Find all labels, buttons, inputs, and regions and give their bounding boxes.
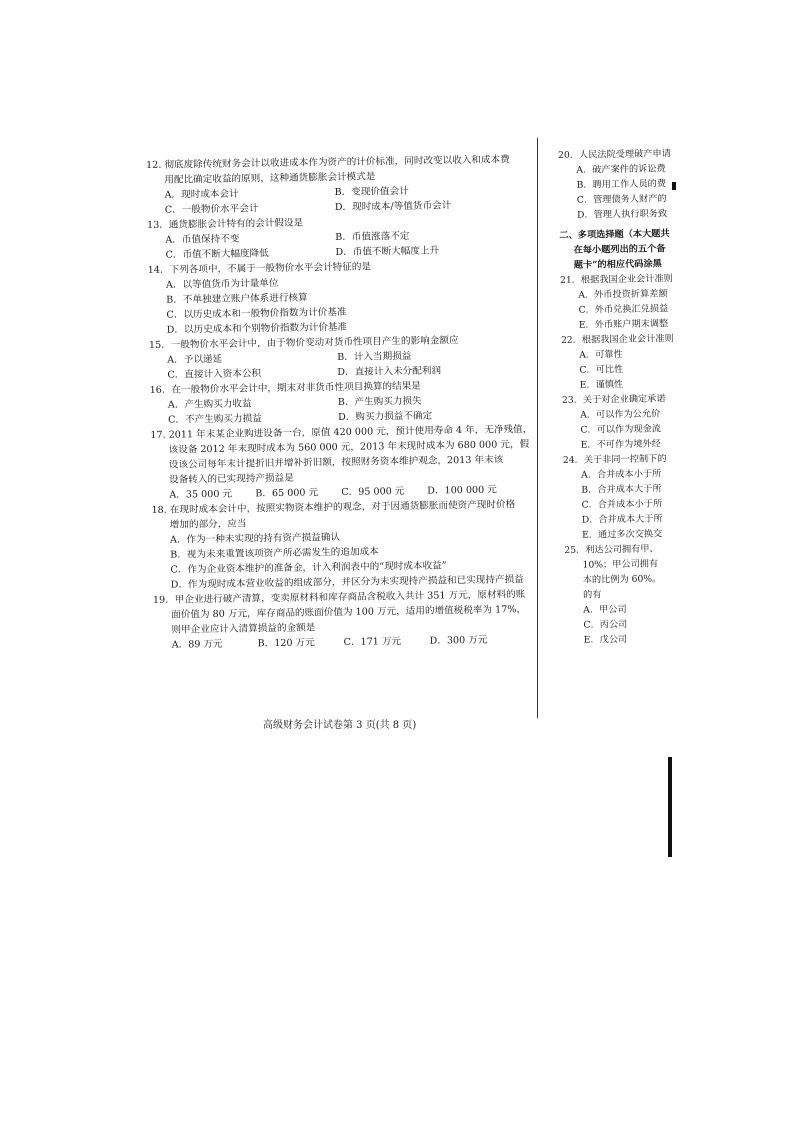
option-d: D．购买力损益不确定	[338, 410, 433, 424]
question-stem: 18. 在现时成本会计中，按照实物资本维护的观念，对于因通货膨胀而使资产现时价格	[151, 499, 516, 516]
question-stem: 15．一般物价水平会计中，由于物价变动对货币性项目产生的影响金额应	[148, 335, 459, 351]
question-stem-continued: 设该公司每年末计提折旧并增补折旧额，按照财务资本维护观念，2013 年末该	[168, 454, 504, 471]
option-a: A．作为一种未实现的持有资产损益确认	[169, 532, 341, 546]
option-c: C．可比性	[579, 364, 624, 376]
question-stem: 20．人民法院受理破产申请	[558, 148, 671, 161]
option-b: B．不单独建立账户体系进行核算	[166, 292, 308, 306]
question-16	[150, 377, 533, 428]
right-column	[558, 146, 683, 708]
question-stem: 22．根据我国企业会计准则	[560, 333, 674, 346]
option-a: A．予以递延	[167, 353, 223, 366]
column-divider	[537, 138, 538, 718]
option-c: C．管理债务人财产的	[576, 193, 667, 206]
option-b: B．120 万元	[257, 637, 315, 650]
question-12	[146, 152, 529, 218]
question-stem-continued: 则甲企业应计入清算损益的金额是	[171, 622, 316, 636]
question-stem: 14．下列各项中，不属于一般物价水平会计特征的是	[147, 261, 372, 276]
question-stem: 21．根据我国企业会计准则	[559, 273, 673, 286]
question-stem: 16．在一般物价水平会计中，期末对非货币性项目换算的结果是	[149, 380, 421, 396]
option-b: B．币值涨落不定	[335, 230, 410, 244]
option-a: A．现时成本会计	[164, 188, 239, 201]
option-d: D．作为现时成本营业收益的组成部分，并区分为未实现持产损益和已实现持产损益	[170, 574, 524, 591]
question-23	[562, 391, 679, 453]
option-d: D．现时成本/等值货币会计	[334, 200, 452, 214]
question-stem-continued: 增加的部分，应当	[169, 518, 247, 531]
question-stem-continued: 该设备 2012 年末现时成本为 560 000 元，2013 年末现时成本为 680 000 元，假	[168, 439, 530, 456]
option-c: C．直接计入资本公积	[167, 368, 262, 381]
question-stem: 24．关于非同一控制下的	[562, 453, 667, 466]
options	[149, 347, 531, 383]
option-d: D．100 000 元	[427, 484, 497, 497]
question-stem: 25．利达公司拥有甲、	[564, 543, 659, 556]
option-b: B．产生购买力损失	[337, 395, 422, 409]
section-2-header	[559, 226, 676, 273]
option-e: E．不可作为境外经	[580, 438, 661, 451]
option-c: C．171 万元	[343, 636, 402, 648]
option-a: A．89 万元	[171, 638, 223, 651]
question-stem-continued: 10%；甲公司拥有	[582, 558, 659, 571]
option-a: A．可以作为公允价	[580, 408, 661, 421]
question-20	[558, 146, 675, 223]
question-18	[151, 497, 534, 593]
option-b: B．合并成本大于所	[581, 483, 662, 496]
options	[146, 182, 528, 218]
question-17	[150, 422, 533, 503]
question-14	[148, 257, 531, 338]
question-24	[563, 451, 680, 543]
option-c: C．币值不断大幅度降低	[165, 248, 269, 261]
question-stem: 23．关于对企业确定承诺	[561, 393, 666, 406]
option-d: D．合并成本大于所	[581, 513, 663, 526]
option-b: B．65 000 元	[255, 487, 319, 500]
question-stem-continued: 的有	[582, 589, 602, 601]
option-e: E．戊公司	[583, 633, 628, 646]
page-footer: 高级财务会计试卷第 3 页(共 8 页)	[263, 720, 417, 731]
option-e: E．谨慎性	[579, 379, 624, 391]
option-a: A．破产案件的诉讼费	[576, 163, 666, 176]
option-c: C．一般物价水平会计	[164, 203, 259, 216]
option-b: B．视为未来重置该项资产所必需发生的追加成本	[170, 546, 379, 561]
option-c: C．以历史成本和一般物价指数为计价基准	[166, 306, 347, 321]
option-c: C．丙公司	[583, 618, 628, 631]
option-a: A．外币投资折算差额	[578, 288, 668, 301]
option-c: C．合并成本小于所	[581, 498, 663, 511]
option-c: C．95 000 元	[341, 485, 405, 498]
question-stem-continued: 用配比确定收益的原则，这种通货膨胀会计模式是	[164, 171, 376, 186]
section-instruction: 在每小题列出的五个备	[573, 243, 666, 256]
question-stem: 13．通货膨胀会计特有的会计假设是	[146, 217, 304, 231]
option-a: A．合并成本小于所	[581, 468, 662, 481]
option-c: C．作为企业资本维护的准备金，计入利润表中的“现时成本收益”	[170, 560, 447, 576]
left-column	[146, 152, 536, 653]
question-stem: 17. 2011 年末某企业购进设备一台，原值 420 000 元，预计使用寿命 4 年，无净残值，	[150, 423, 533, 441]
question-21	[560, 271, 677, 333]
question-25	[564, 541, 682, 648]
option-a: A．35 000 元	[169, 488, 233, 501]
section-title: 二、多项选择题（本大题共	[559, 228, 670, 241]
scan-edge-mark	[668, 757, 672, 857]
option-b: B．计入当期损益	[337, 350, 412, 364]
options	[147, 227, 529, 263]
option-b: B．变现价值会计	[334, 185, 409, 199]
option-c: C．可以作为现金流	[580, 423, 662, 436]
question-stem-continued: 面价值为 80 万元，库存商品的账面价值为 100 万元，适用的增值税税率为 17%，	[171, 604, 527, 621]
question-stem: 12. 彻底废除传统财务会计以收进成本作为资产的计价标准，同时改变以收入和成本费	[146, 154, 510, 171]
option-d: D．300 万元	[429, 634, 488, 647]
option-d: D．管理人执行职务致	[576, 208, 668, 221]
question-stem-continued: 设备转入的已实现持产损益是	[168, 472, 294, 486]
option-d: D．以历史成本和个别物价指数为计价基准	[166, 321, 348, 336]
option-d: D．币值不断大幅度上升	[335, 245, 440, 259]
question-13	[147, 212, 530, 263]
question-22	[561, 331, 678, 393]
question-19	[153, 587, 536, 653]
question-stem: 19．甲企业进行破产清算，变卖原材料和库存商品含税收入共计 351 万元，原材料的账	[152, 589, 526, 606]
option-e: E．外币账户期末调整	[578, 318, 669, 331]
option-a: A．币值保持不变	[165, 233, 240, 246]
option-a: A．产生购买力收益	[167, 398, 252, 411]
option-a: A．可靠性	[579, 349, 623, 361]
question-stem-continued: 本的比例为 60%。	[582, 573, 662, 586]
option-a: A．甲公司	[583, 603, 627, 616]
scan-mark	[672, 182, 676, 190]
section-instruction: 题卡”的相应代码涂黑	[573, 258, 662, 271]
option-e: E．通过多次交换交	[581, 528, 663, 541]
option-c: C．外币兑换汇兑损益	[578, 303, 669, 316]
option-b: B．聘用工作人员的费	[576, 178, 667, 191]
option-c: C．不产生购买力损益	[168, 413, 262, 426]
question-15	[149, 332, 532, 383]
option-d: D．直接计入未分配利润	[337, 365, 442, 379]
option-a: A．以等值货币为计量单位	[165, 277, 279, 291]
